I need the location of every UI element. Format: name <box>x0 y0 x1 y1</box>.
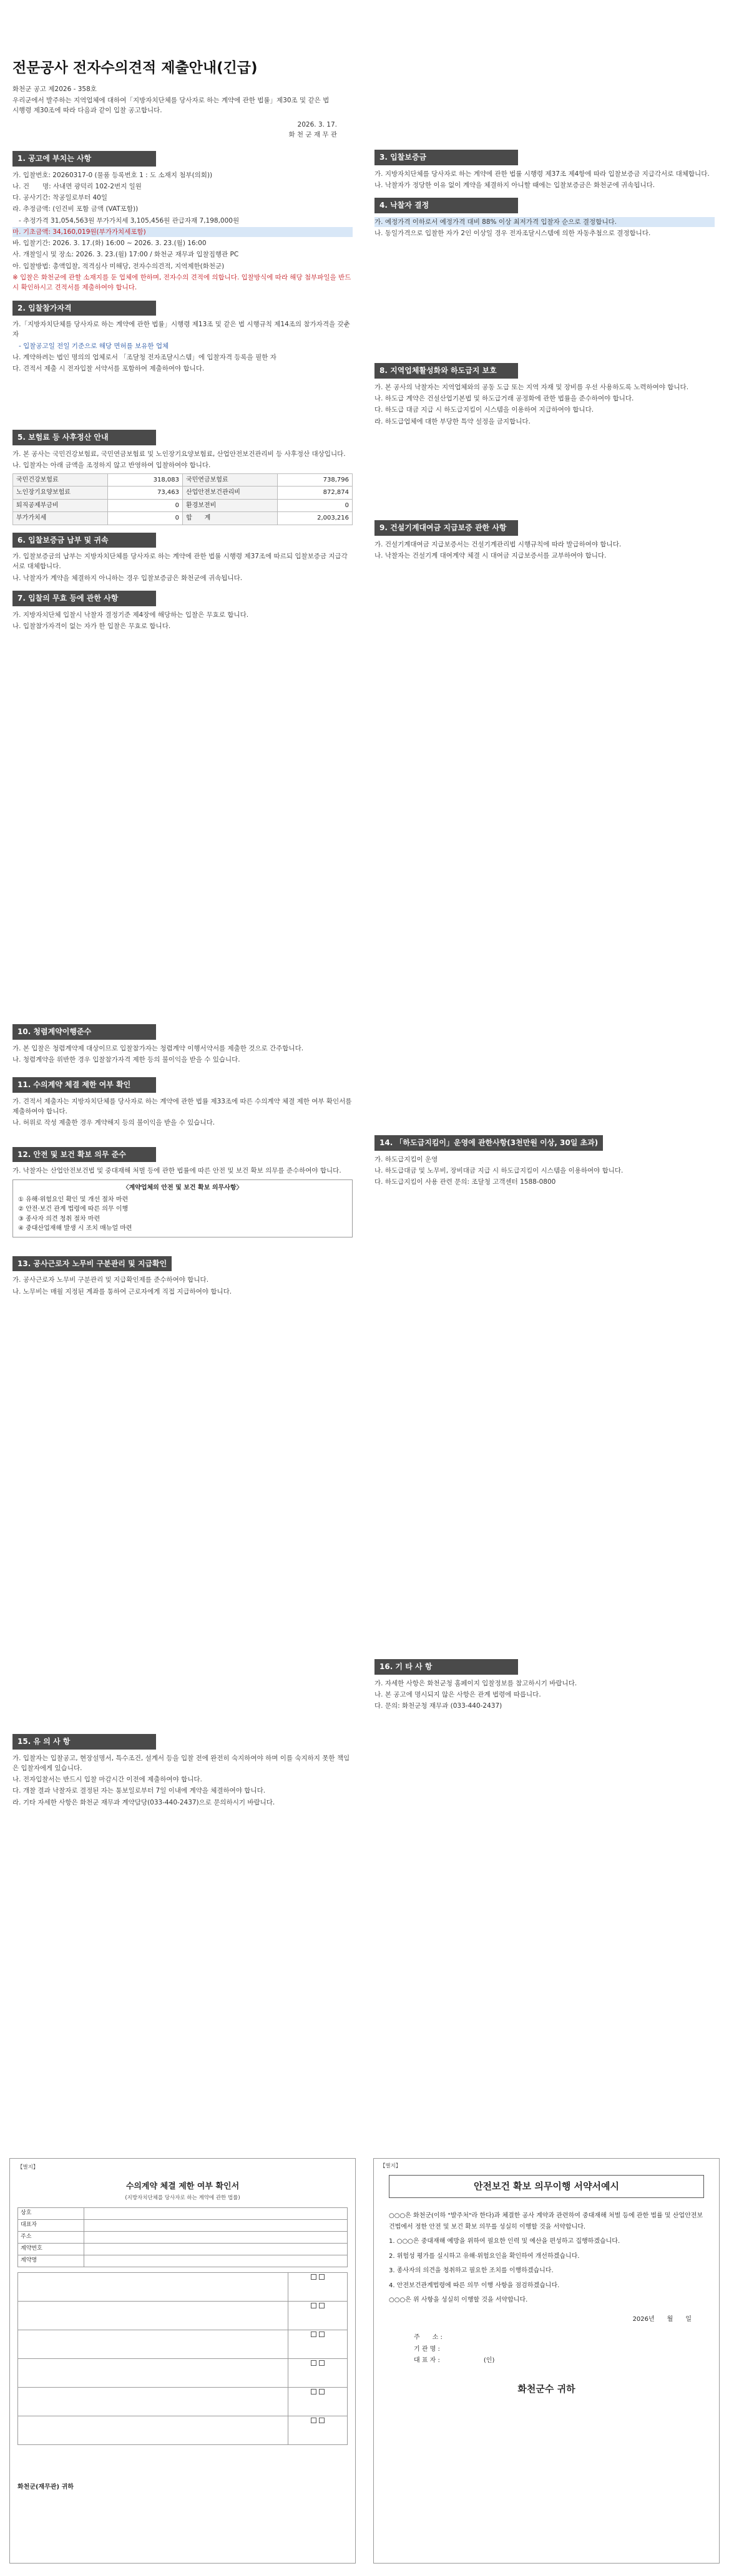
text-line: 가. 하도급지킴이 운영 <box>374 1155 438 1163</box>
form-tag: 【별지】 <box>17 2164 39 2171</box>
text-line: 가. 입찰번호: 20260317-0 (물품 등록번호 1 : 도 소재지 첨부(의회)) <box>12 171 213 179</box>
text-line: 다. 개찰 결과 낙찰자로 결정된 자는 통보일로부터 7일 이내에 계약을 체결하여야 합니다. <box>12 1787 266 1795</box>
checkbox[interactable] <box>311 2418 316 2423</box>
section-heading: 8. 지역업체활성화와 하도급지 보호 <box>374 363 518 379</box>
right-column-3 <box>374 1609 715 1712</box>
text-line: 나. 동일가격으로 입찰한 자가 2인 이상일 경우 전자조달시스템에 의한 자동추첨으로 결정합니다. <box>374 229 651 237</box>
list-item: ④ 중대산업재해 발생 시 조치 매뉴얼 마련 <box>18 1225 132 1232</box>
section-heading: 16. 기 타 사 항 <box>374 1659 518 1675</box>
form-subtitle: (지방자치단체를 당사자로 하는 계약에 관한 법률) <box>125 2195 240 2202</box>
sign-line: 기 관 명 : <box>414 2345 440 2353</box>
left-column-3 <box>12 1609 353 1809</box>
table-row <box>18 2330 348 2359</box>
checkbox[interactable] <box>319 2331 325 2337</box>
checkbox[interactable] <box>311 2360 316 2366</box>
text-line: - 입찰공고일 전일 기준으로 해당 면허를 보유한 업체 <box>19 342 169 350</box>
text-line: 사. 개찰일시 및 장소: 2026. 3. 23.(월) 17:00 / 화천군 재무과 입찰집행관 PC <box>12 251 239 259</box>
checkbox[interactable] <box>319 2418 325 2423</box>
text-line: 나. 청렴계약을 위반한 경우 입찰참가자격 제한 등의 불이익을 받을 수 있습니다. <box>12 1055 240 1063</box>
checkbox[interactable] <box>319 2389 325 2394</box>
pledge-tag: 【별지】 <box>380 2163 401 2169</box>
text-line: 다. 문의: 화천군청 재무과 (033-440-2437) <box>374 1702 502 1710</box>
insurance-table <box>12 473 353 525</box>
checkbox[interactable] <box>319 2303 325 2308</box>
table-row <box>18 2273 348 2302</box>
section-heading: 12. 안전 및 보건 확보 의무 준수 <box>12 1147 156 1163</box>
text-line: 나. 허위로 작성 제출한 경우 계약해지 등의 불이익을 받을 수 있습니다. <box>12 1119 215 1127</box>
table-row: 주소 <box>18 2232 348 2244</box>
contract-restriction-form <box>9 2158 356 2564</box>
text-line: 나. 건 명: 사내면 광덕리 102-2번지 일원 <box>12 182 142 190</box>
section-heading: 6. 입찰보증금 납부 및 귀속 <box>12 533 156 548</box>
table-row: 계약명 <box>18 2255 348 2267</box>
text-line: - 추정가격 31,054,563원 부가가치세 3,105,456원 관급자재 7,198,000원 <box>19 216 240 225</box>
text-line: 가. 본 입찰은 청렴계약제 대상이므로 입찰참가자는 청렴계약 이행서약서를 제출한 것으로 간주합니다. <box>12 1044 304 1052</box>
section-heading: 13. 공사근로자 노무비 구분관리 및 지급확인 <box>12 1256 172 1272</box>
text-line: 가. 입찰보증금의 납부는 지방자치단체를 당사자로 하는 계약에 관한 법률 시행령 제37조에 따르되 입찰보증금 지급각서로 대체합니다. <box>12 553 348 571</box>
text-line: 가. 공사근로자 노무비 구분관리 및 지급확인제를 준수하여야 합니다. <box>12 1276 209 1284</box>
safety-pledge-form <box>373 2158 720 2564</box>
section-heading: 3. 입찰보증금 <box>374 150 518 165</box>
section-heading: 14. 「하도급지킴이」운영에 관한사항(3천만원 이상, 30일 초과) <box>374 1135 603 1151</box>
text-line: 나. 입찰자는 아래 금액을 조정하지 않고 반영하여 입찰하여야 합니다. <box>12 462 211 470</box>
text-line: 아. 입찰방법: 총액입찰, 적격심사 미해당, 전자수의견적, 지역제한(화천군) <box>12 262 225 270</box>
section-heading: 9. 건설기계대여금 지급보증 관한 사항 <box>374 520 518 536</box>
table-row <box>18 2302 348 2330</box>
form-footer: 화천군(재무관) 귀하 <box>17 2484 74 2491</box>
text-line: 나. 노무비는 매월 지정된 계좌를 통하여 근로자에게 직접 지급하여야 합니다. <box>12 1287 232 1295</box>
form-field[interactable] <box>84 2244 347 2255</box>
table-row: 노인장기요양보험료 73,463 산업안전보건관리비 872,874 <box>13 487 353 500</box>
section-heading: 7. 입찰의 무효 등에 관한 사항 <box>12 591 156 606</box>
text-line: 가. 예정가격 이하로서 예정가격 대비 88% 이상 최저가격 입찰자 순으로 결정합니다. <box>374 217 715 227</box>
table-row: 퇴직공제부금비 0 환경보전비 0 <box>13 499 353 512</box>
text-line: 라. 하도급업체에 대한 부당한 특약 설정을 금지합니다. <box>374 417 531 425</box>
list-item: ③ 종사자 의견 청취 절차 마련 <box>18 1215 100 1223</box>
section-heading: 4. 낙찰자 결정 <box>374 198 518 213</box>
text-line: 라. 기타 자세한 사항은 화천군 재무과 계약담당(033-440-2437)으로 문의하시기 바랍니다. <box>12 1798 275 1806</box>
form-field[interactable] <box>84 2220 347 2232</box>
section-heading: 1. 공고에 부치는 사항 <box>12 151 156 167</box>
section-heading: 5. 보험료 등 사후정산 안내 <box>12 430 156 445</box>
section-heading: 10. 청렴계약이행준수 <box>12 1024 156 1040</box>
section-heading: 2. 입찰참가자격 <box>12 301 156 316</box>
sign-line: 대 표 자 : (인) <box>414 2357 495 2365</box>
text-line: 가. 건설기계대여금 지급보증서는 건설기계관리법 시행규칙에 따라 발급하여야 합니다. <box>374 540 622 548</box>
form-field[interactable] <box>84 2232 347 2244</box>
left-column-1 <box>12 143 353 632</box>
checkbox[interactable] <box>311 2274 316 2280</box>
text-line: 라. 추정금액: (인건비 포함 금액 (VAT포함)) <box>12 205 139 213</box>
text-line: 나. 낙찰자가 계약을 체결하지 아니하는 경우 입찰보증금은 화천군에 귀속됩니다. <box>12 574 243 582</box>
pledge-footer: 화천군수 귀하 <box>517 2383 575 2394</box>
text-line: 바. 입찰기간: 2026. 3. 17.(화) 16:00 ~ 2026. 3. 23.(월) 16:00 <box>12 240 207 248</box>
text-line: 다. 하도급지킴이 사용 관련 문의: 조달청 고객센터 1588-0800 <box>374 1178 556 1186</box>
table-row: 국민건강보험료 318,083 국민연금보험료 738,796 <box>13 473 353 487</box>
pledge-item: 1. ○○○은 중대재해 예방을 위하여 필요한 인력 및 예산을 편성하고 집행하겠습니다. <box>389 2238 620 2245</box>
pledge-item: 4. 안전보건관계법령에 따른 의무 이행 사항을 점검하겠습니다. <box>389 2282 560 2289</box>
form-table <box>17 2207 348 2267</box>
notice-number: 화천군 공고 제2026 - 358호 <box>12 85 97 93</box>
text-line: 가. 본 공사는 국민건강보험료, 국민연금보험료 및 노인장기요양보험료, 산업안전보건관리비 등 사후정산 대상입니다. <box>12 450 346 458</box>
text-line: 다. 견적서 제출 시 전자입찰 서약서를 포함하여 제출하여야 합니다. <box>12 365 205 373</box>
text-line: 가. 지방자치단체를 당사자로 하는 계약에 관한 법률 시행령 제37조 제4항에 따라 입찰보증금 지급각서로 대체합니다. <box>374 170 710 178</box>
form-field[interactable] <box>84 2255 347 2267</box>
sign-line: 주 소 : <box>414 2334 443 2341</box>
text-line: 나. 입찰참가자격이 없는 자가 한 입찰은 무효로 합니다. <box>12 622 171 630</box>
text-line: 나. 낙찰자가 정당한 이유 없이 계약을 체결하지 아니할 때에는 입찰보증금은 화천군에 귀속됩니다. <box>374 181 655 189</box>
notice-issuer: 화 천 군 재 무 관 <box>288 131 337 138</box>
checkbox[interactable] <box>311 2331 316 2337</box>
page-title: 전문공사 전자수의견적 제출안내(긴급) <box>12 60 258 76</box>
text-line: 가.「지방자치단체를 당사자로 하는 계약에 관한 법률」시행령 제13조 및 같은 법 시행규칙 제14조의 참가자격을 갖춘 자 <box>12 321 350 339</box>
table-row: 상호 <box>18 2208 348 2220</box>
pledge-item: 2. 위험성 평가를 실시하고 유해·위험요인을 확인하여 개선하겠습니다. <box>389 2252 580 2260</box>
text-line: 다. 하도급 대금 지급 시 하도급지킴이 시스템을 이용하여 지급하여야 합니다. <box>374 406 594 414</box>
text-line: 나. 하도급대금 및 노무비, 장비대금 지급 시 하도급지킴이 시스템을 이용하여야 합니다. <box>374 1166 624 1174</box>
checkbox[interactable] <box>319 2360 325 2366</box>
text-line: 가. 견적서 제출자는 지방자치단체를 당사자로 하는 계약에 관한 법률 제33조에 따른 수의계약 체결 제한 여부 확인서를 제출하여야 합니다. <box>12 1097 352 1115</box>
pledge-title: 안전보건 확보 의무이행 서약서예시 <box>389 2175 704 2198</box>
pledge-intro: ○○○은 화천군(이하 "발주처"라 한다)과 체결한 공사 계약과 관련하여 중대재해 처벌 등에 관한 법률 및 산업안전보건법에서 정한 안전 및 보건 확보 의무를 성실히 이행할 것을 서약합니다. <box>389 2212 703 2230</box>
text-line: 나. 하도급 계약은 건설산업기본법 및 하도급거래 공정화에 관한 법률을 준수하여야 합니다. <box>374 395 634 403</box>
form-field[interactable] <box>84 2208 347 2220</box>
section-heading: 11. 수의계약 체결 제한 여부 확인 <box>12 1077 156 1093</box>
table-row: 계약번호 <box>18 2244 348 2255</box>
checkbox[interactable] <box>311 2303 316 2308</box>
text-line: 가. 낙찰자는 산업안전보건법 및 중대재해 처벌 등에 관한 법률에 따른 안전 및 보건 확보 의무를 준수하여야 합니다. <box>12 1167 341 1175</box>
table-row <box>18 2388 348 2416</box>
form-title: 수의계약 체결 제한 여부 확인서 <box>125 2182 240 2192</box>
text-line: 가. 지방자치단체 입찰시 낙찰자 결정기준 제4장에 해당하는 입찰은 무효로 합니다. <box>12 611 249 619</box>
notice-intro: 우리군에서 발주하는 지역업체에 대하여「지방자치단체를 당사자로 하는 계약에 관한 법률」제30조 및 같은 법 시행령 제30조에 따라 다음과 같이 입찰 공고합니다. <box>12 97 330 115</box>
text-line: 다. 공사기간: 착공일로부터 40일 <box>12 194 107 202</box>
pledge-item: 3. 종사자의 의견을 청취하고 필요한 조치를 이행하겠습니다. <box>389 2267 554 2275</box>
text-line: 나. 본 공고에 명시되지 않은 사항은 관계 법령에 따릅니다. <box>374 1690 541 1698</box>
right-column-1 <box>374 28 715 562</box>
warning-note: ※ 입찰은 화천군에 관할 소재지를 둔 업체에 한하며, 전자수의 견적에 의합니다. 입찰방식에 따라 해당 첨부파일을 반드시 확인하시고 견적서를 제출하여야 합니다. <box>12 273 351 292</box>
text-line: 가. 입찰자는 입찰공고, 현장설명서, 특수조건, 설계서 등을 입찰 전에 완전히 숙지하여야 하며 이를 숙지하지 못한 책임은 입찰자에게 있습니다. <box>12 1754 350 1772</box>
box-title: 〈계약업체의 안전 및 보건 확보 의무사항〉 <box>122 1184 243 1192</box>
checklist-table <box>17 2272 348 2445</box>
table-row <box>18 2416 348 2445</box>
checkbox[interactable] <box>311 2389 316 2394</box>
text-line: 나. 전자입찰서는 반드시 입찰 마감시간 이전에 제출하여야 합니다. <box>12 1776 202 1784</box>
left-column-2 <box>12 1017 353 1298</box>
right-column-2 <box>374 1017 715 1188</box>
list-item: ① 유해·위험요인 확인 및 개선 절차 마련 <box>18 1196 129 1203</box>
notice-date: 2026. 3. 17. <box>297 121 337 128</box>
safety-duty-box <box>12 1179 353 1237</box>
checkbox[interactable] <box>319 2274 325 2280</box>
text-line: 나. 계약하려는 법인 명의의 업체로서 「조달청 전자조달시스템」에 입찰자격 등록을 필한 자 <box>12 353 276 361</box>
pledge-date: 2026년 월 일 <box>632 2315 692 2323</box>
table-row: 부가가치세 0 합 계 2,003,216 <box>13 512 353 525</box>
list-item: ② 안전·보건 관계 법령에 따른 의무 이행 <box>18 1206 129 1213</box>
text-line: 나. 낙찰자는 건설기계 대여계약 체결 시 대여금 지급보증서를 교부하여야 합니다. <box>374 551 607 559</box>
table-row: 대표자 <box>18 2220 348 2232</box>
text-line: 가. 자세한 사항은 화천군청 홈페이지 입찰정보를 참고하시기 바랍니다. <box>374 1679 577 1687</box>
text-line: 가. 본 공사의 낙찰자는 지역업체와의 공동 도급 또는 지역 자재 및 장비를 우선 사용하도록 노력하여야 합니다. <box>374 383 689 391</box>
section-heading: 15. 유 의 사 항 <box>12 1734 156 1750</box>
pledge-closing: ○○○은 위 사항을 성실히 이행할 것을 서약합니다. <box>389 2297 528 2304</box>
table-row <box>18 2359 348 2388</box>
text-line: 마. 기초금액: 34,160,019원(부가가치세포함) <box>12 227 353 237</box>
